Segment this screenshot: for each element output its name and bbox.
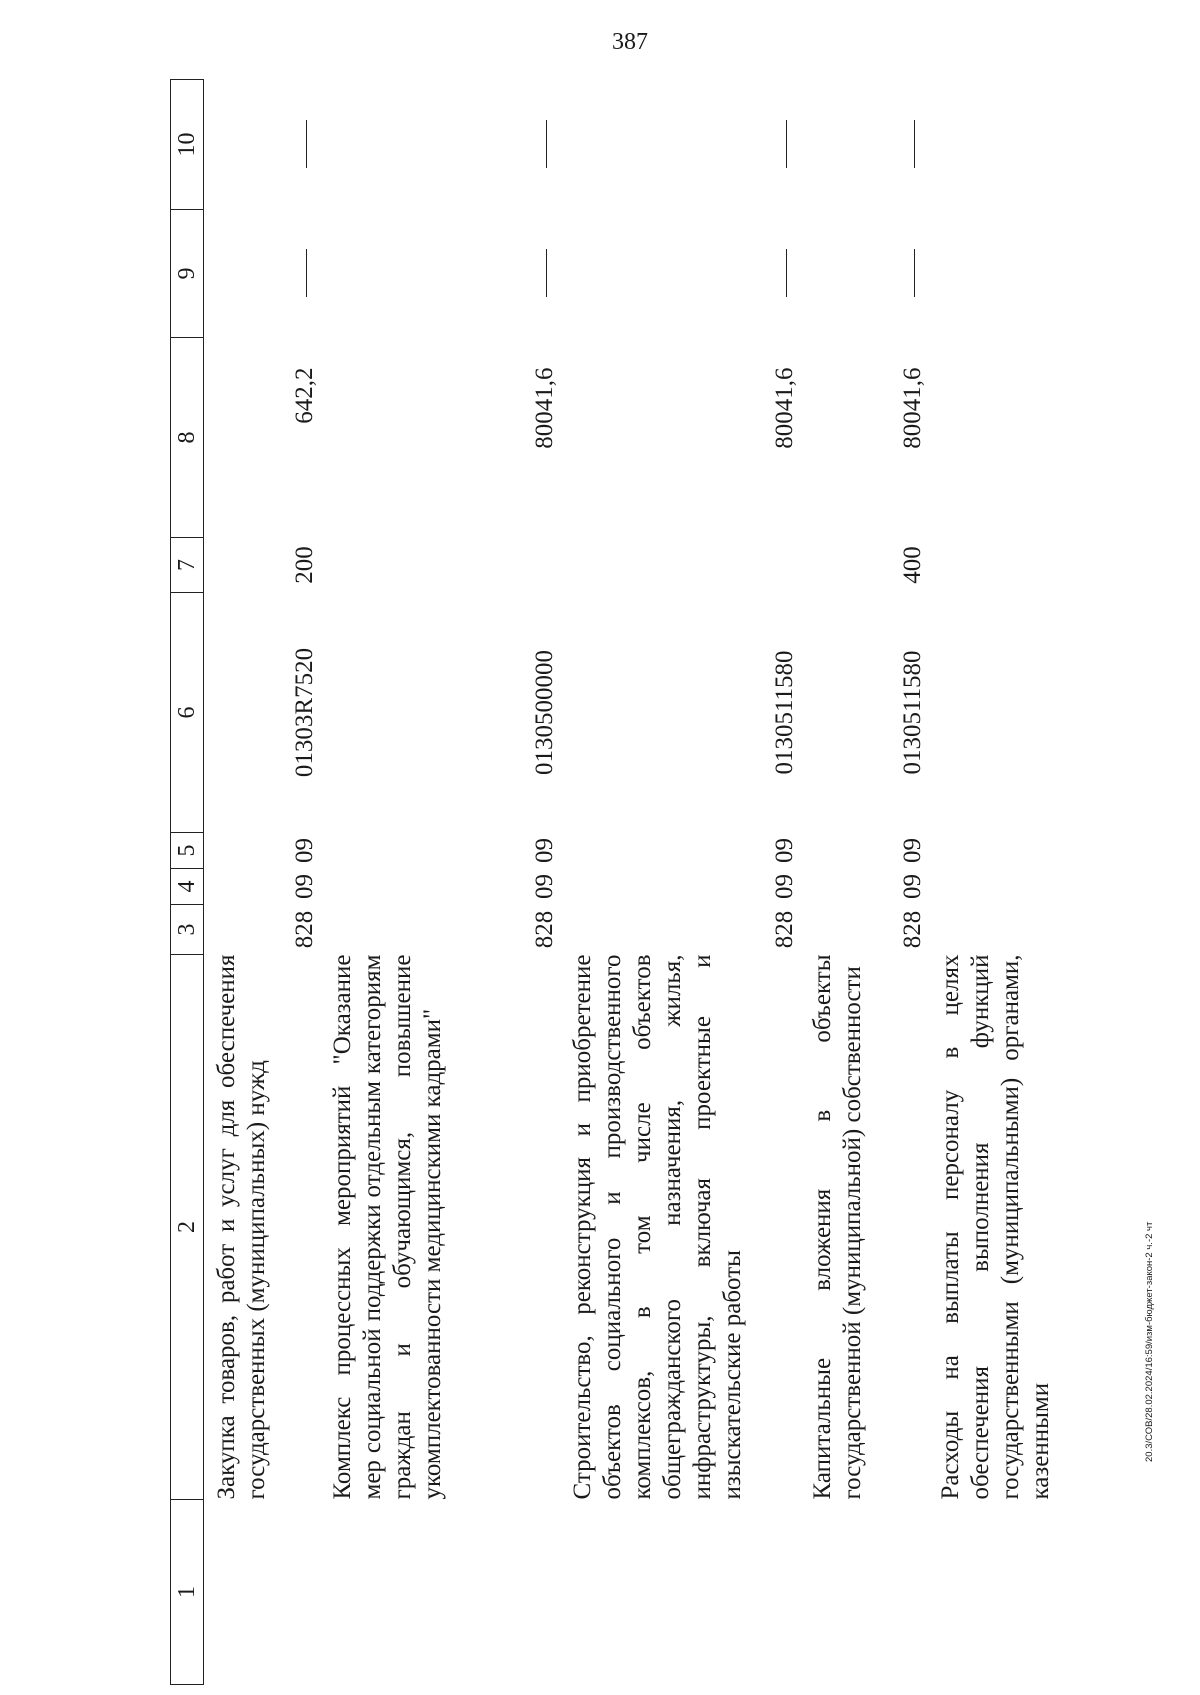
- row-code-7: [320, 538, 560, 593]
- row-code-5: 09: [771, 838, 798, 863]
- dash-mark: [914, 121, 915, 169]
- header-col-9: 9: [171, 210, 204, 338]
- row-code-7: 200: [291, 546, 318, 584]
- row-code-6: 0130511580: [899, 650, 926, 775]
- row-description: Капитальные вложения в объекты государственной (муниципальной) собственности: [809, 954, 866, 1500]
- row-code-4: 09: [771, 874, 798, 899]
- table-row: [800, 80, 928, 1685]
- row-code-4: 09: [899, 874, 926, 899]
- row-amount: 642,2: [291, 367, 318, 424]
- row-code-5: 09: [291, 838, 318, 863]
- row-dash-9: [320, 210, 560, 338]
- row-dash-9: [560, 210, 800, 338]
- document-footer: [1144, 1221, 1156, 1474]
- row-code-3: [928, 905, 1096, 955]
- row-code-6: 0130511580: [771, 650, 798, 775]
- header-col-8: 8: [171, 338, 204, 538]
- row-dash-9: [204, 210, 321, 338]
- header-col-5: 5: [171, 833, 204, 869]
- row-description: Строительство, реконструкция и приобретение объектов социального и производственного комплексов, в том числе объектов общегражданского назначения, жилья, инфраструктуры, включая проектные и изыскательские работы: [569, 954, 746, 1500]
- row-description: Закупка товаров, работ и услуг для обеспечения государственных (муниципальных) нужд: [213, 954, 270, 1500]
- header-row: [171, 80, 204, 1685]
- row-code-4: 09: [291, 874, 318, 899]
- row-dash-10: [800, 80, 928, 210]
- budget-table: [170, 79, 1096, 1685]
- dash-mark: [546, 121, 547, 169]
- row-amount: 80041,6: [899, 367, 926, 449]
- dash-mark: [914, 250, 915, 298]
- header-col-7: 7: [171, 538, 204, 593]
- table-row: [320, 80, 560, 1685]
- page-number: 387: [612, 29, 648, 55]
- header-col-4: 4: [171, 869, 204, 905]
- header-col-3: 3: [171, 905, 204, 955]
- dash-mark: [786, 250, 787, 298]
- row-code-5: 09: [899, 838, 926, 863]
- row-code-6: [928, 593, 1096, 833]
- row-dash-10: [204, 80, 321, 210]
- row-code-3: 828: [899, 910, 926, 949]
- row-code-4: [928, 869, 1096, 905]
- footer-text: 20.3/СОВ/28.02.2024/16:59/изм-бюджет-закон-2 ч.-2 чт: [1144, 1221, 1155, 1462]
- row-description: Комплекс процессных мероприятий "Оказание мер социальной поддержки отдельным категориям граждан и обучающимся, повышение укомплектованности медицинскими кадрами": [329, 954, 446, 1500]
- header-col-1: 1: [171, 1500, 204, 1685]
- header-col-6: 6: [171, 593, 204, 833]
- dash-mark: [546, 250, 547, 298]
- row-amount: 80041,6: [771, 367, 798, 449]
- row-description: Расходы на выплаты персоналу в целях обеспечения выполнения функций государственными (муниципальными) органами, казенными: [937, 954, 1054, 1500]
- row-code-7: [560, 538, 800, 593]
- table-row: [560, 80, 800, 1685]
- row-code-3: 828: [531, 910, 558, 949]
- dash-mark: [306, 250, 307, 298]
- dash-mark: [786, 121, 787, 169]
- row-code-3: 828: [291, 910, 318, 949]
- budget-table-rotated: [170, 80, 1054, 1685]
- row-dash-10: [320, 80, 560, 210]
- row-code-7: 400: [899, 546, 926, 584]
- row-amount: [928, 338, 1096, 538]
- row-dash-9: [800, 210, 928, 338]
- row-code-9: [928, 210, 1096, 338]
- row-code-6: 0130500000: [531, 650, 558, 775]
- row-code-7: [928, 538, 1096, 593]
- row-code-4: 09: [531, 874, 558, 899]
- header-col-10: 10: [171, 80, 204, 210]
- row-code-5: [928, 833, 1096, 869]
- row-dash-10: [560, 80, 800, 210]
- dash-mark: [306, 121, 307, 169]
- row-amount: 80041,6: [531, 367, 558, 449]
- row-code-5: 09: [531, 838, 558, 863]
- header-col-2: 2: [171, 955, 204, 1500]
- row-code-3: 828: [771, 910, 798, 949]
- row-code-10: [928, 80, 1096, 210]
- table-row: [204, 80, 321, 1685]
- table-row: [928, 80, 1096, 1685]
- row-code-6: 01303R7520: [291, 647, 318, 778]
